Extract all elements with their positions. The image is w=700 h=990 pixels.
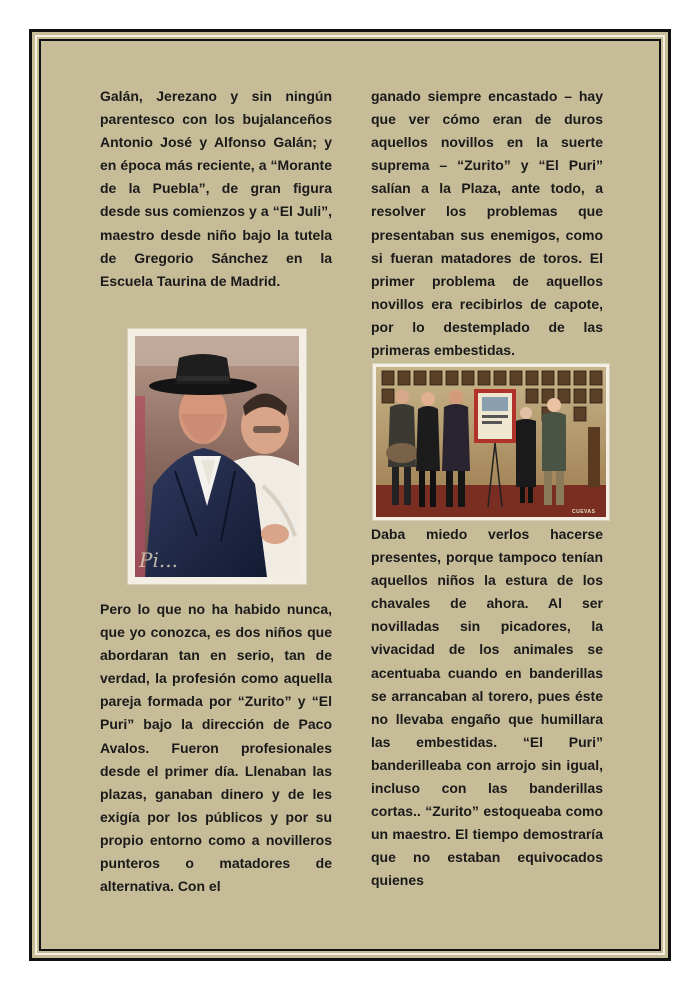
group-photo — [372, 363, 610, 521]
left-column-paragraph-1: Galán, Jerezano y sin ningún parentesco con los bujalanceños Antonio José y Alfonso Galán; y en época más reciente, a “Morante de la Puebla”, de gran figura desde sus comienzos y a “El Juli”, maestro desde niño bajo la tutela de Gregorio Sánchez en la Escuela Taurina de Madrid. — [100, 88, 332, 289]
left-column-paragraph-2: Pero lo que no ha habido nunca, que yo conozca, es dos niños que abordaran tan en serio, tan de verdad, la profesión como aquella pareja formada por “Zurito” y “El Puri” bajo la dirección de Paco Avalos. Fueron profesionales desde el primer día. Llenaban las plazas, ganaban dinero y de les exigía por los públicos y por su propio entorno como a novilleros punteros o matadores de alternativa. Con el — [100, 601, 332, 895]
photo-signature: Pi... — [139, 548, 178, 572]
photo-watermark: CUEVAS — [572, 509, 596, 515]
group-photo-image — [376, 367, 606, 517]
portrait-photo — [127, 328, 307, 585]
portrait-photo-image — [135, 336, 299, 577]
document-page — [29, 29, 671, 961]
right-column-paragraph-1: ganado siempre encastado – hay que ver cómo eran de duros aquellos novillos en la suerte suprema – “Zurito” y “El Puri” salían a la Plaza, ante todo, a resolver los problemas que presentaban sus enemigos, como si fueran matadores de toros. El primer problema de aquellos novillos era recibirlos de capote, por lo destemplado de las primeras embestidas. — [371, 88, 603, 359]
right-column-paragraph-2: Daba miedo verlos hacerse presentes, porque tampoco tenían aquellos niños la estura de los chavales de ahora. Al ser novilladas sin picadores, la vivacidad de los animales se acentuaba cuando en banderillas se arrancaban al torero, pues éste no llevaba engaño que humillara las embestidas. “El Puri” banderilleaba con arrojo sin igual, incluso con las banderillas cortas.. “Zurito” estoqueaba como un maestro. El tiempo demostraría que no estaban equivocados quienes — [371, 526, 603, 889]
